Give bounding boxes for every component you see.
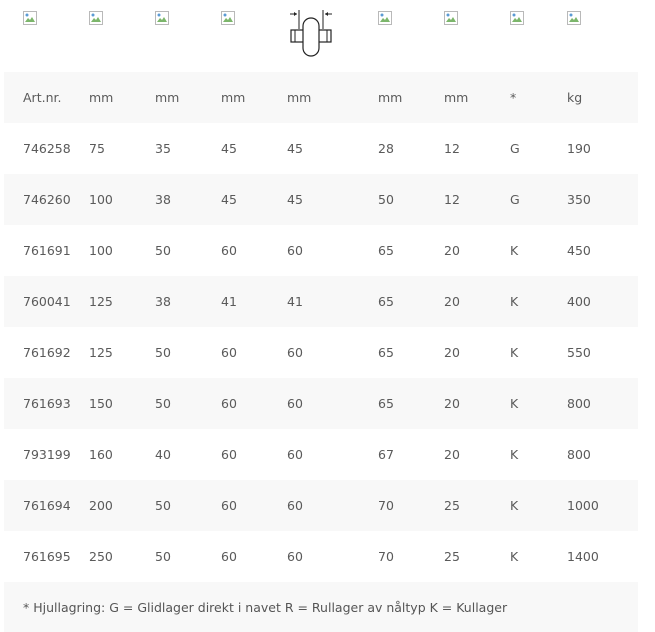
broken-image-icon [567,11,581,25]
table-cell: 28 [378,123,444,174]
table-cell: 1000 [567,480,638,531]
broken-image-icon [155,11,169,25]
table-cell: 25 [444,531,510,582]
table-cell: 761694 [4,480,89,531]
icon-cell [378,0,444,72]
table-cell: 150 [89,378,155,429]
broken-image-icon [378,11,392,25]
table-cell: 65 [378,327,444,378]
icon-cell [567,0,638,72]
table-cell: 160 [89,429,155,480]
table-cell: 761693 [4,378,89,429]
broken-image-icon [444,11,458,25]
table-cell: G [510,123,567,174]
table-cell: 60 [287,327,378,378]
table-row [4,378,638,429]
table-cell: 746260 [4,174,89,225]
table-cell: 12 [444,123,510,174]
table-cell: 38 [155,276,221,327]
broken-image-icon [221,11,235,25]
table-cell: 50 [378,174,444,225]
table-cell: K [510,480,567,531]
table-row [4,276,638,327]
header-cell: mm [221,72,287,123]
table-cell: 400 [567,276,638,327]
icon-cell [510,0,567,72]
table-cell: 50 [155,480,221,531]
table-cell: 60 [287,429,378,480]
wheel-hub-width-diagram-icon [287,9,335,59]
table-cell: 100 [89,174,155,225]
icon-cell [287,0,378,72]
table-cell: 20 [444,378,510,429]
spec-table [4,0,638,632]
table-cell: 125 [89,327,155,378]
table-cell: 250 [89,531,155,582]
table-row [4,429,638,480]
table-cell: 45 [221,174,287,225]
table-cell: 800 [567,378,638,429]
table-cell: 60 [221,225,287,276]
table-cell: 200 [89,480,155,531]
table-cell: 50 [155,327,221,378]
table-cell: 60 [287,378,378,429]
table-cell: 40 [155,429,221,480]
table-cell: 60 [221,429,287,480]
table-cell: K [510,531,567,582]
header-cell: * [510,72,567,123]
table-cell: 50 [155,378,221,429]
table-cell: 45 [287,123,378,174]
table-cell: 65 [378,276,444,327]
table-cell: 50 [155,531,221,582]
header-cell: mm [89,72,155,123]
table-cell: 38 [155,174,221,225]
table-cell: 746258 [4,123,89,174]
table-cell: 760041 [4,276,89,327]
table-cell: 800 [567,429,638,480]
table-cell: 761691 [4,225,89,276]
table-cell: 70 [378,480,444,531]
table-row [4,531,638,582]
table-cell: 20 [444,276,510,327]
table-cell: 65 [378,378,444,429]
table-cell: 45 [287,174,378,225]
table-row [4,123,638,174]
icon-cell [89,0,155,72]
table-cell: 41 [221,276,287,327]
icon-cell [221,0,287,72]
header-cell: mm [287,72,378,123]
header-cell: mm [155,72,221,123]
table-cell: 550 [567,327,638,378]
header-cell: Art.nr. [4,72,89,123]
header-cell: kg [567,72,638,123]
table-cell: 190 [567,123,638,174]
table-cell: 761695 [4,531,89,582]
table-cell: 793199 [4,429,89,480]
table-cell: 35 [155,123,221,174]
table-cell: 12 [444,174,510,225]
icon-cell [155,0,221,72]
table-row [4,174,638,225]
table-row [4,327,638,378]
table-cell: 67 [378,429,444,480]
table-cell: 761692 [4,327,89,378]
icon-row [4,0,638,72]
table-cell: 100 [89,225,155,276]
table-cell: 25 [444,480,510,531]
table-cell: 20 [444,327,510,378]
table-cell: 60 [221,378,287,429]
broken-image-icon [23,11,37,25]
table-cell: 41 [287,276,378,327]
table-cell: 60 [221,480,287,531]
table-cell: 75 [89,123,155,174]
footnote-row [4,582,638,632]
table-cell: K [510,378,567,429]
table-cell: 20 [444,429,510,480]
table-cell: 50 [155,225,221,276]
header-row [4,72,638,123]
footnote: * Hjullagring: G = Glidlager direkt i navet R = Rullager av nåltyp K = Kullager [4,582,638,632]
table-cell: K [510,429,567,480]
table-cell: 60 [287,480,378,531]
table-cell: 60 [287,225,378,276]
table-cell: K [510,276,567,327]
table-cell: K [510,327,567,378]
icon-cell [4,0,89,72]
table-cell: 350 [567,174,638,225]
table-row [4,480,638,531]
table-cell: 1400 [567,531,638,582]
table-cell: 60 [221,327,287,378]
table-cell: G [510,174,567,225]
table-cell: 60 [287,531,378,582]
header-cell: mm [378,72,444,123]
table-cell: 450 [567,225,638,276]
table-cell: K [510,225,567,276]
table-cell: 65 [378,225,444,276]
table-cell: 20 [444,225,510,276]
table-cell: 60 [221,531,287,582]
table-cell: 70 [378,531,444,582]
table-row [4,225,638,276]
icon-cell [444,0,510,72]
table-cell: 45 [221,123,287,174]
table-cell: 125 [89,276,155,327]
broken-image-icon [89,11,103,25]
header-cell: mm [444,72,510,123]
broken-image-icon [510,11,524,25]
